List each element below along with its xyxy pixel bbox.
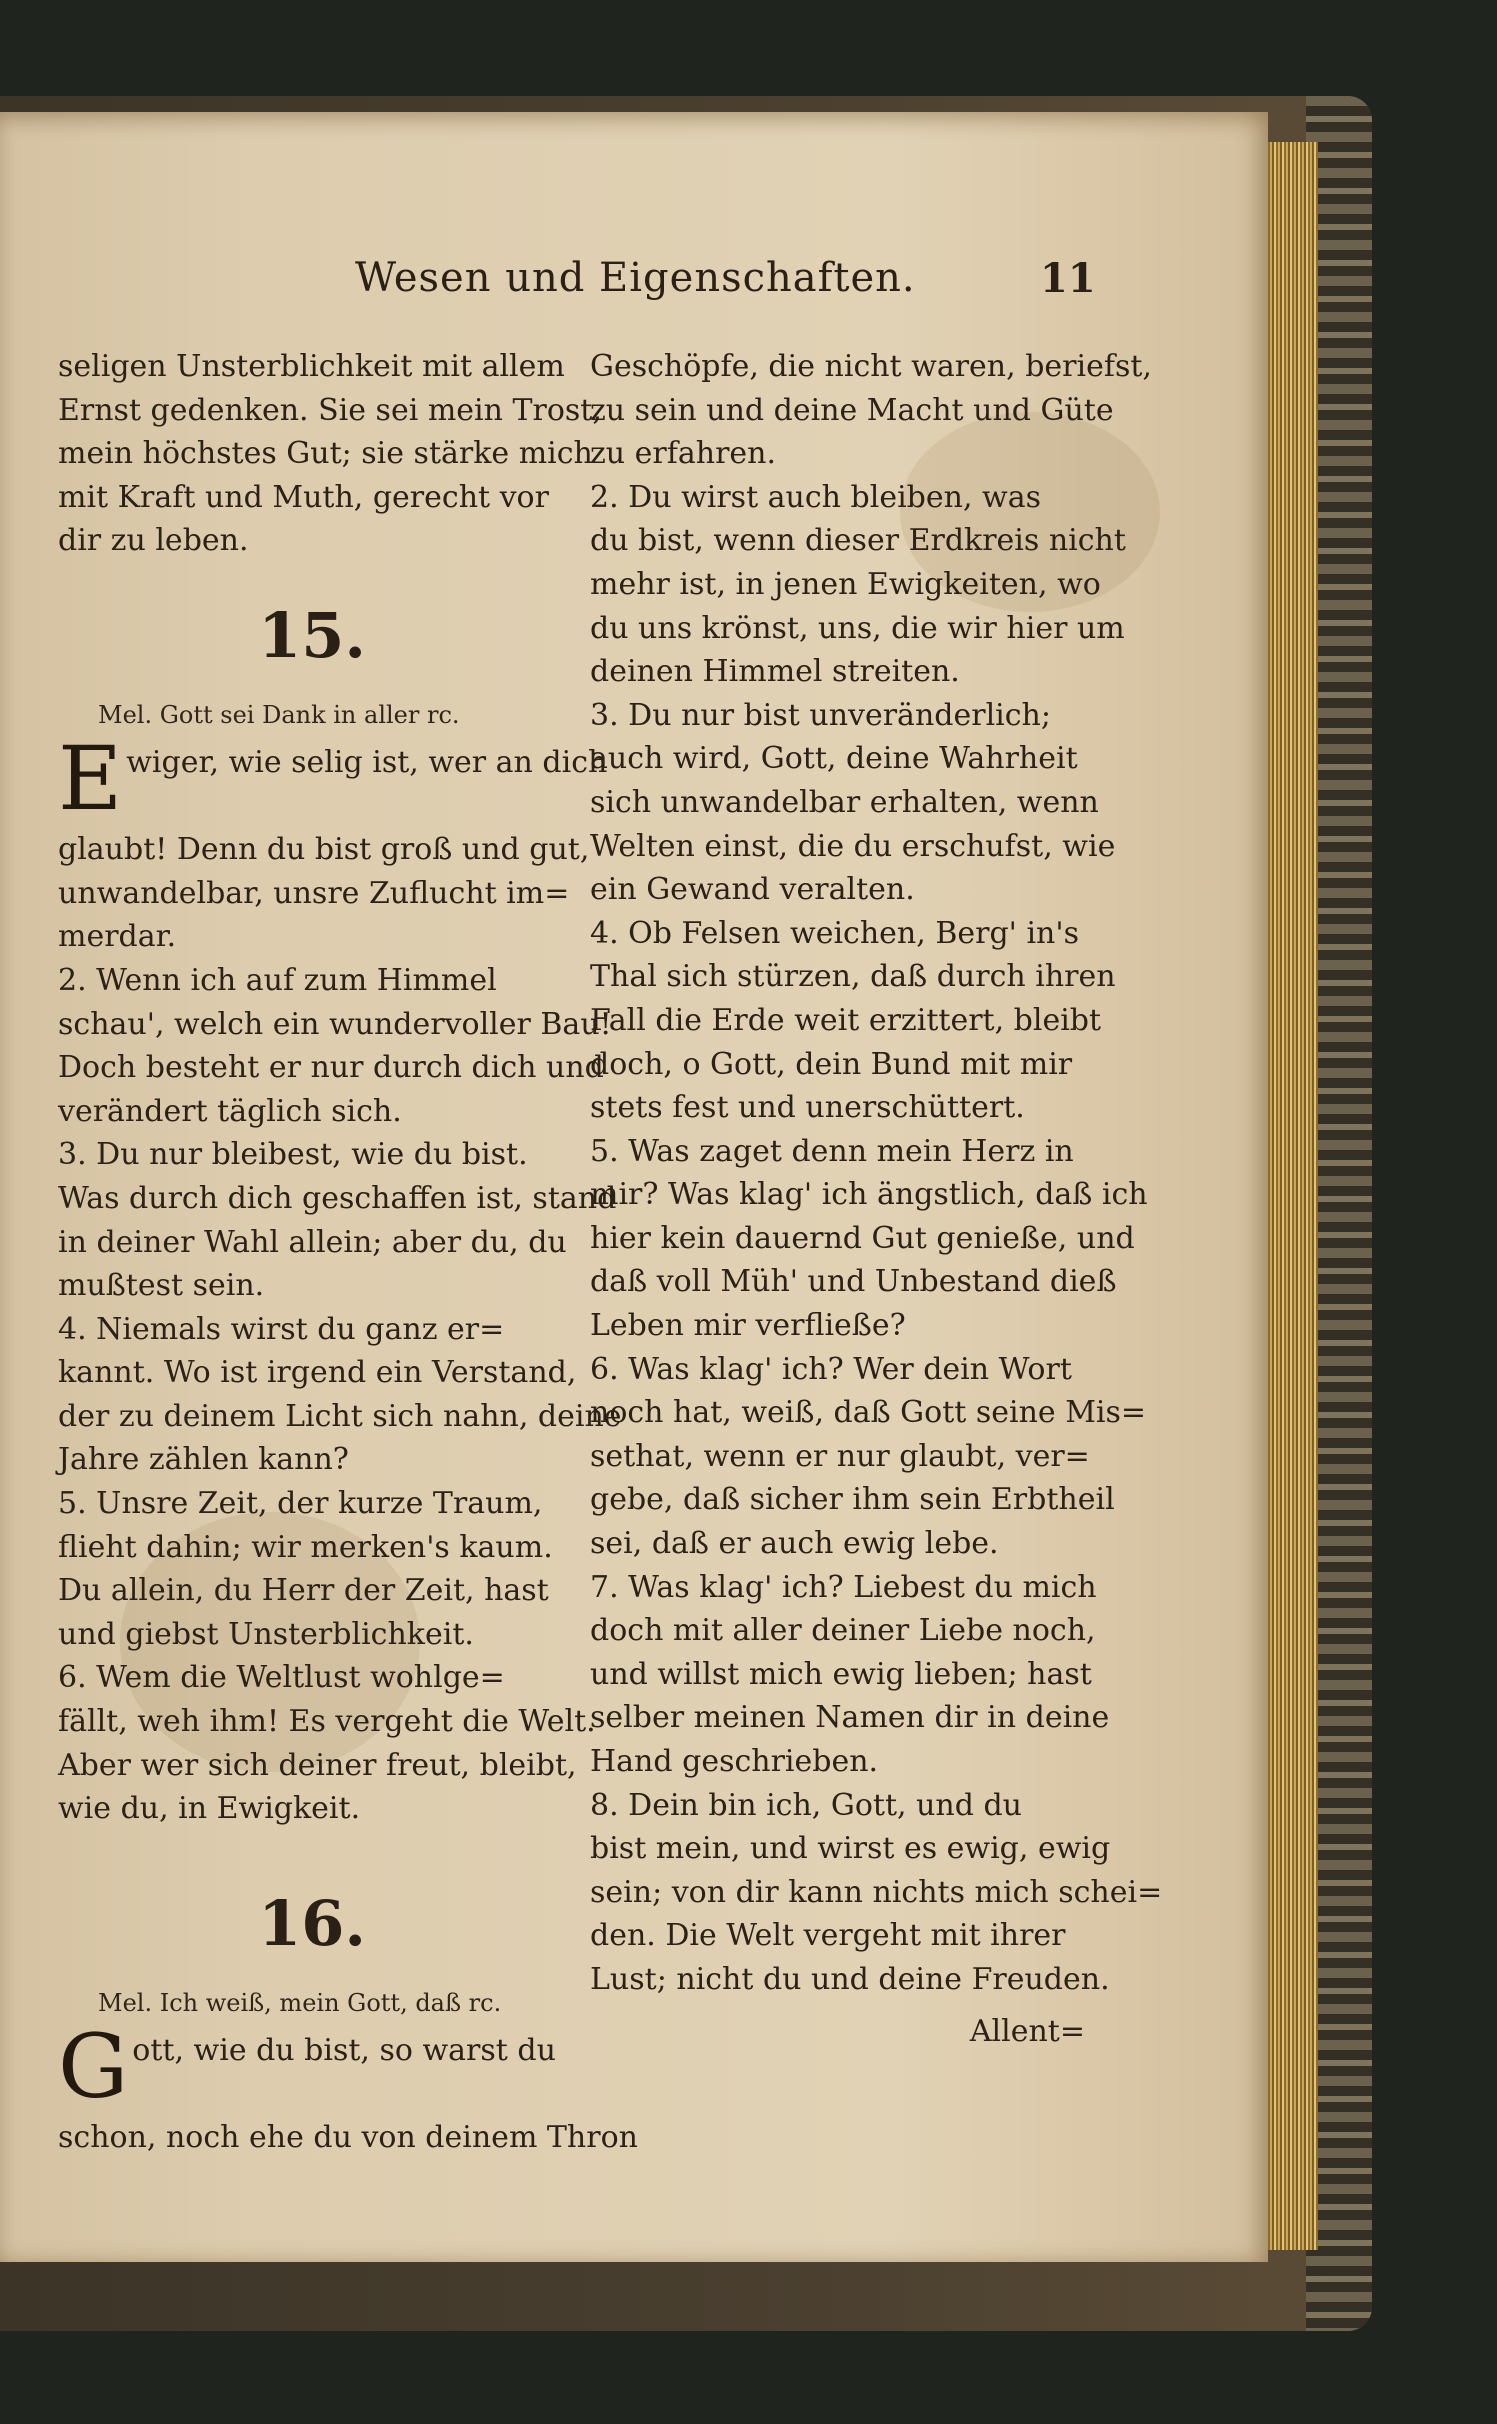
text-line: daß voll Müh' und Unbestand dieß [590, 1264, 1117, 1300]
text-line: zu erfahren. [590, 436, 777, 472]
text-line: wiger, wie selig ist, wer an dich [126, 744, 608, 780]
hymn-body [58, 828, 622, 1831]
text-line: Welten einst, die du erschufst, wie [590, 828, 1116, 864]
text-line: schon, noch ehe du von deinem Thron [58, 2120, 638, 2155]
text-line: bist mein, und wirst es ewig, ewig [590, 1831, 1111, 1867]
text-line: ein Gewand veralten. [590, 872, 915, 908]
text-line: sethat, wenn er nur glaubt, ver= [590, 1438, 1090, 1474]
text-line: 4. Niemals wirst du ganz er= [58, 1311, 505, 1347]
text-line: zu sein und deine Macht und Güte [590, 392, 1114, 428]
text-line: in deiner Wahl allein; aber du, du [58, 1224, 567, 1260]
text-line: verändert täglich sich. [58, 1093, 402, 1129]
text-line: 5. Was zaget denn mein Herz in [590, 1133, 1074, 1169]
text-line: Leben mir verfließe? [590, 1308, 906, 1344]
hymn-number: 15. [258, 598, 366, 672]
hymn-first-line [58, 726, 608, 830]
text-line: hier kein dauernd Gut genieße, und [590, 1220, 1135, 1256]
text-line: selber meinen Namen dir in deine [590, 1700, 1110, 1736]
text-line: doch mit aller deiner Liebe noch, [590, 1613, 1096, 1649]
text-line: 5. Unsre Zeit, der kurze Traum, [58, 1486, 543, 1522]
left-top-lines [58, 345, 602, 563]
text-line: Hand geschrieben. [590, 1744, 879, 1779]
text-line: deinen Himmel streiten. [590, 654, 960, 690]
text-line: ott, wie du bist, so warst du [132, 2032, 556, 2068]
hymn-number: 16. [258, 1886, 366, 1960]
text-line: der zu deinem Licht sich nahn, deine [58, 1398, 622, 1434]
text-line: 6. Wem die Weltlust wohlge= [58, 1660, 505, 1696]
text-line: 3. Du nur bleibest, wie du bist. [58, 1137, 528, 1173]
text-line: noch hat, weiß, daß Gott seine Mis= [590, 1395, 1147, 1431]
text-line: Aber wer sich deiner freut, bleibt, [58, 1747, 577, 1783]
text-line: und giebst Unsterblichkeit. [58, 1616, 474, 1652]
page-number: 11 [1040, 255, 1096, 302]
text-line: Geschöpfe, die nicht waren, beriefst, [590, 349, 1152, 384]
left-column [58, 345, 638, 2160]
melody-line: Mel. Ich weiß, mein Gott, daß rc. [98, 1988, 502, 2017]
text-line: glaubt! Denn du bist groß und gut, [58, 832, 590, 868]
text-line: fällt, weh ihm! Es vergeht die Welt. [58, 1704, 596, 1740]
text-line: unwandelbar, unsre Zuflucht im= [58, 875, 570, 911]
text-line: sei, daß er auch ewig lebe. [590, 1526, 999, 1562]
text-line: 7. Was klag' ich? Liebest du mich [590, 1569, 1097, 1605]
text-line: sein; von dir kann nichts mich schei= [590, 1874, 1163, 1910]
text-line: Du allein, du Herr der Zeit, hast [58, 1573, 549, 1609]
text-line: Ernst gedenken. Sie sei mein Trost, [58, 392, 602, 428]
text-line: flieht dahin; wir merken's kaum. [58, 1529, 553, 1565]
text-line: und willst mich ewig lieben; hast [590, 1656, 1092, 1692]
catchword: Allent= [969, 2013, 1085, 2049]
text-line: 3. Du nur bist unveränderlich; [590, 697, 1051, 733]
hymn-first-line [58, 2014, 566, 2118]
drop-initial: E [58, 726, 123, 830]
text-line: seligen Unsterblichkeit mit allem [58, 349, 565, 384]
text-line: gebe, daß sicher ihm sein Erbtheil [590, 1482, 1115, 1518]
right-body [590, 345, 1163, 2002]
hymn-body [58, 2116, 638, 2160]
text-line: Lust; nicht du und deine Freuden. [590, 1961, 1110, 1997]
text-line: den. Die Welt vergeht mit ihrer [590, 1918, 1066, 1954]
text-line: stets fest und unerschüttert. [590, 1090, 1025, 1126]
running-head: Wesen und Eigenschaften. [355, 255, 916, 301]
text-line: mußtest sein. [58, 1268, 265, 1304]
text-line: mit Kraft und Muth, gerecht vor [58, 479, 549, 515]
text-line: dir zu leben. [58, 523, 249, 559]
text-line: du bist, wenn dieser Erdkreis nicht [590, 523, 1126, 559]
text-line: 6. Was klag' ich? Wer dein Wort [590, 1351, 1072, 1387]
text-line: doch, o Gott, dein Bund mit mir [590, 1046, 1073, 1082]
right-column [590, 345, 1163, 2049]
text-line: sich unwandelbar erhalten, wenn [590, 784, 1099, 820]
text-line: mir? Was klag' ich ängstlich, daß ich [590, 1177, 1148, 1213]
text-line: kannt. Wo ist irgend ein Verstand, [58, 1355, 577, 1391]
melody-line: Mel. Gott sei Dank in aller rc. [98, 700, 460, 729]
text-line: 2. Wenn ich auf zum Himmel [58, 962, 497, 998]
text-line: merdar. [58, 919, 177, 955]
drop-initial: G [58, 2014, 129, 2118]
text-line: Was durch dich geschaffen ist, stand [58, 1180, 617, 1216]
text-line: 2. Du wirst auch bleiben, was [590, 479, 1041, 515]
text-line: Doch besteht er nur durch dich und [58, 1050, 604, 1086]
text-line: du uns krönst, uns, die wir hier um [590, 610, 1125, 646]
text-line: Fall die Erde weit erzittert, bleibt [590, 1002, 1102, 1038]
text-line: auch wird, Gott, deine Wahrheit [590, 741, 1078, 777]
text-line: schau', welch ein wundervoller Bau! [58, 1006, 612, 1042]
text-line: Jahre zählen kann? [58, 1442, 349, 1478]
text-line: wie du, in Ewigkeit. [58, 1791, 361, 1827]
text-line: mehr ist, in jenen Ewigkeiten, wo [590, 566, 1101, 602]
text-line: Thal sich stürzen, daß durch ihren [590, 959, 1116, 995]
text-line: 4. Ob Felsen weichen, Berg' in's [590, 915, 1080, 951]
text-line: 8. Dein bin ich, Gott, und du [590, 1787, 1022, 1823]
text-line: mein höchstes Gut; sie stärke mich [58, 436, 593, 472]
page-edges [1262, 142, 1318, 2250]
page-header [0, 255, 1268, 315]
